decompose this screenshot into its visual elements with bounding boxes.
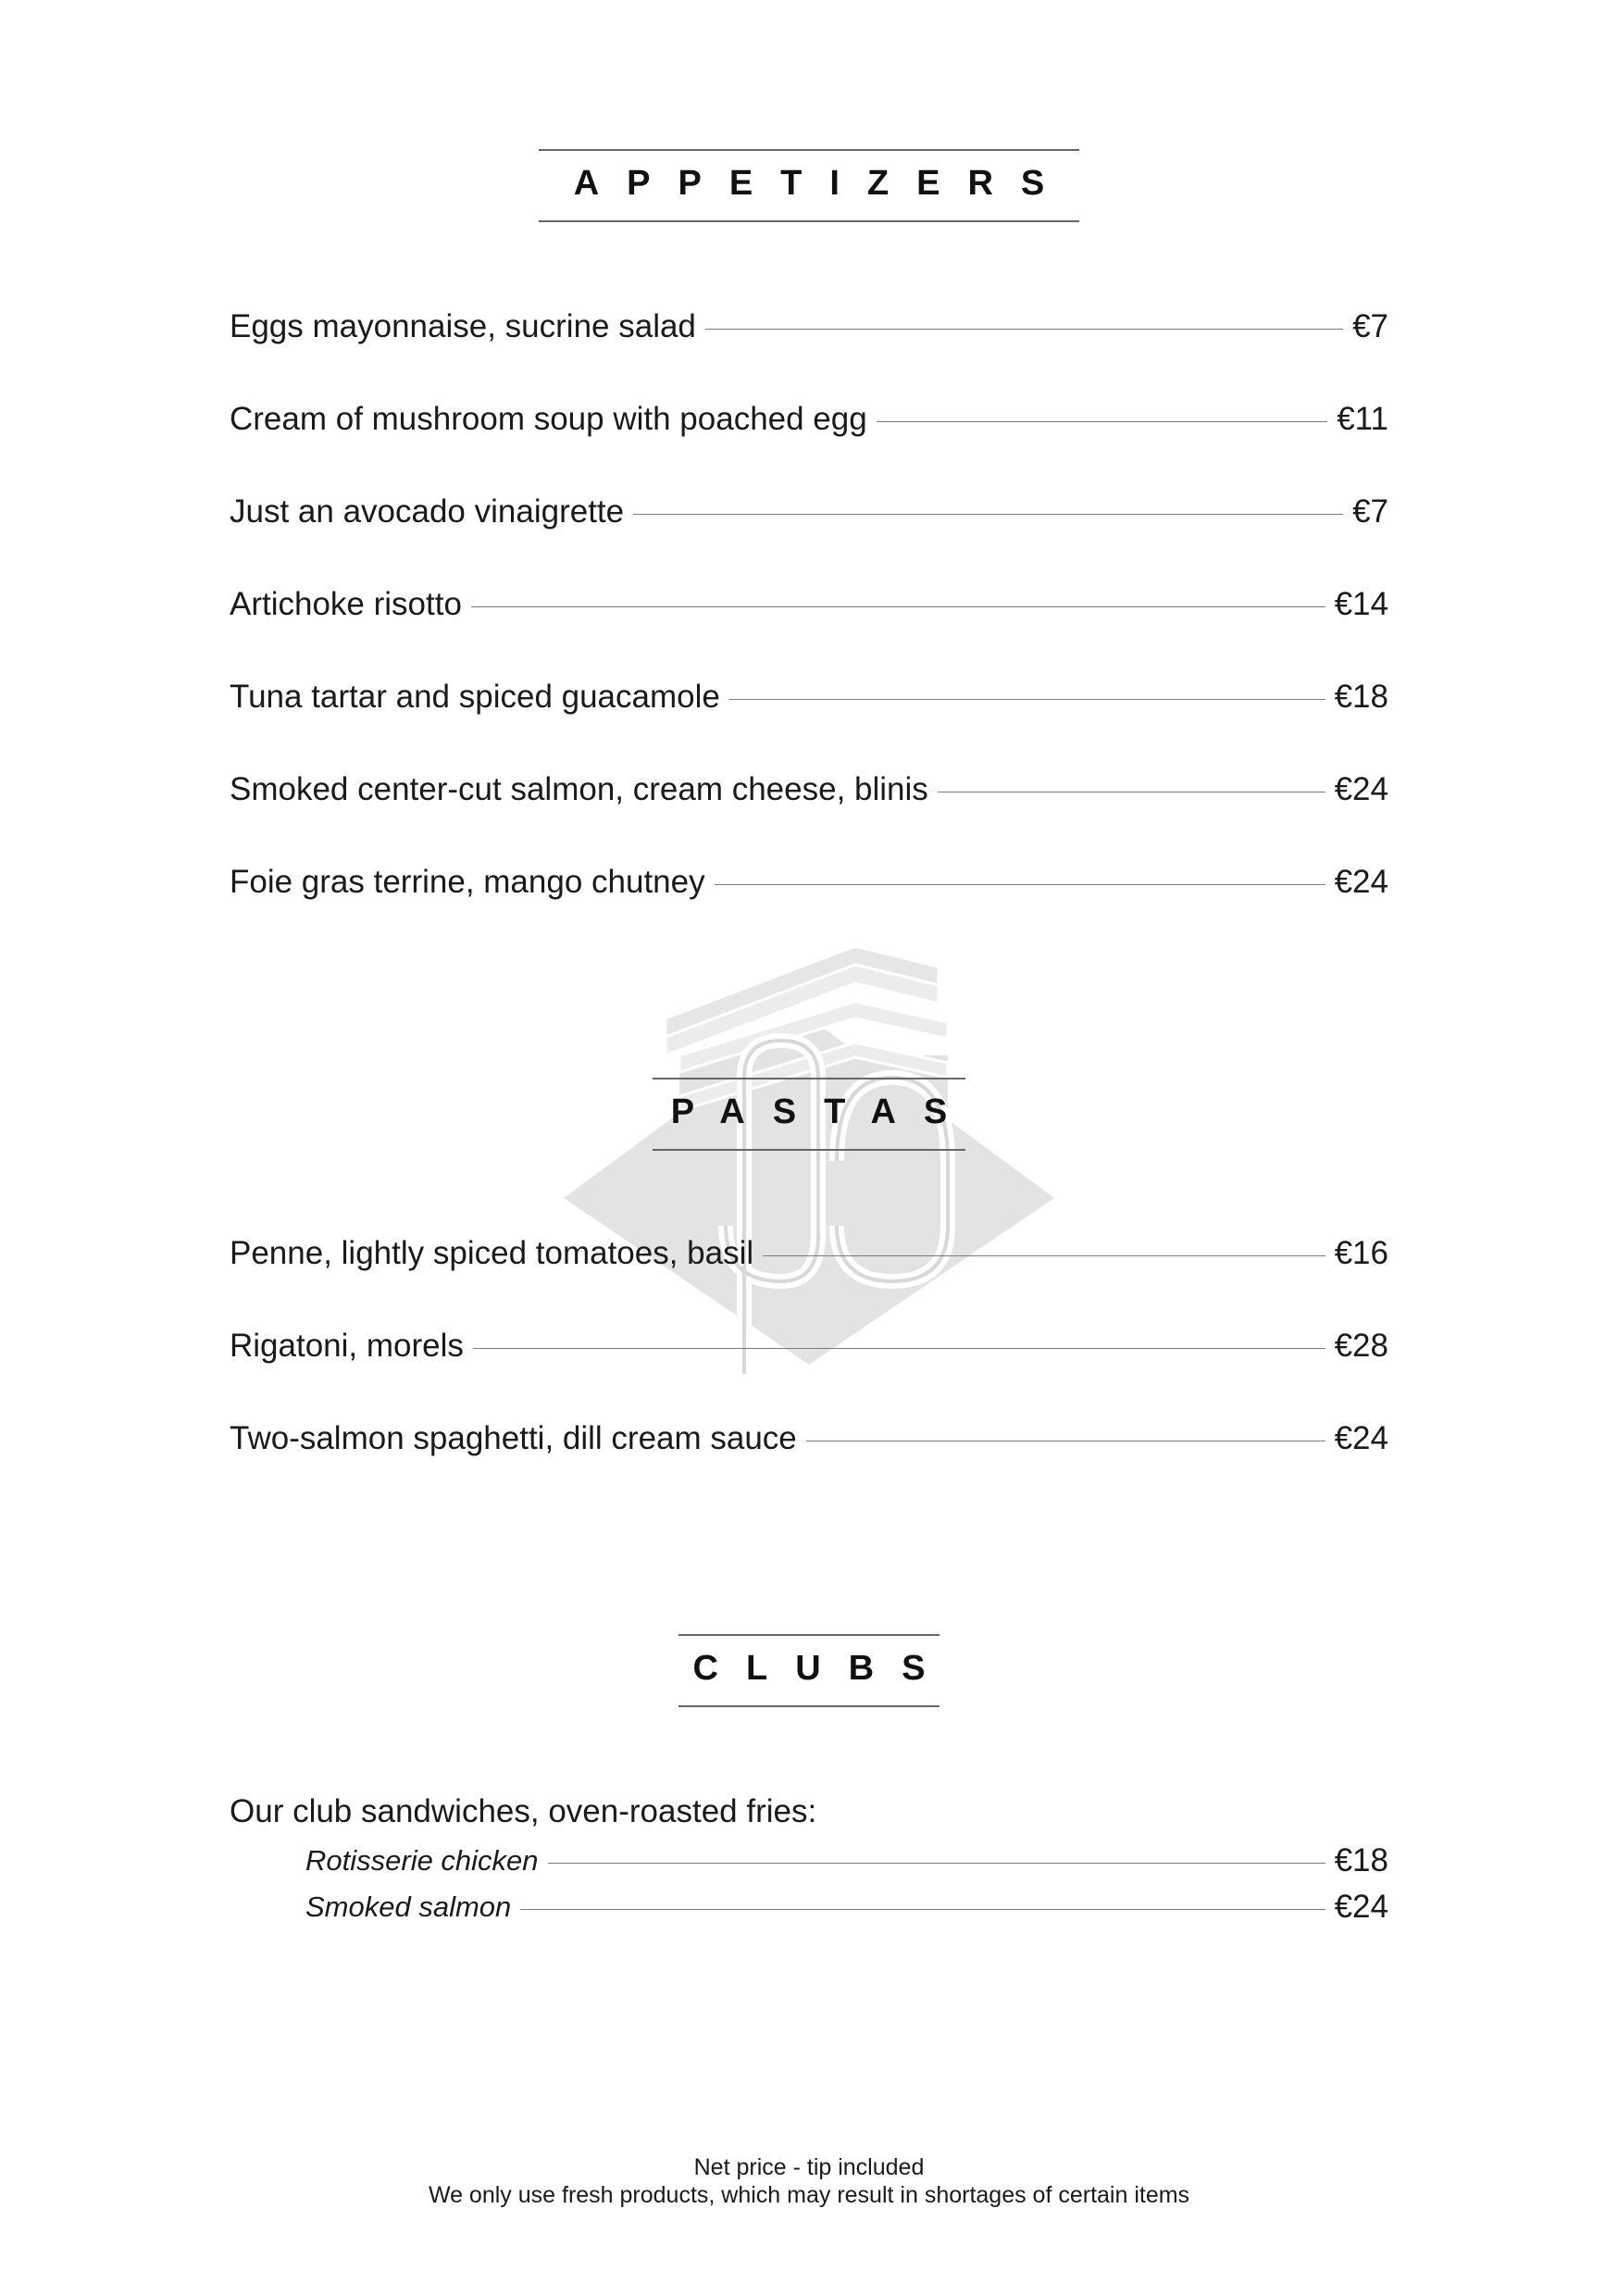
menu-item-name: Cream of mushroom soup with poached egg [230, 401, 867, 437]
clubs-heading-box [678, 1634, 953, 1707]
menu-item-price: €24 [1334, 1420, 1388, 1456]
menu-item [305, 1884, 1388, 1930]
menu-item-name: Eggs mayonnaise, sucrine salad [230, 308, 696, 344]
menu-item-price: €16 [1334, 1235, 1388, 1271]
pastas-heading [0, 1078, 1618, 1151]
pastas-list [230, 1207, 1388, 1485]
menu-item [305, 1838, 1388, 1884]
dotted-leader [471, 606, 1326, 607]
appetizers-title: APPETIZERS [573, 164, 1073, 203]
clubs-list [305, 1838, 1388, 1930]
menu-item [230, 373, 1388, 466]
pastas-heading-box [653, 1078, 976, 1151]
menu-item-name: Artichoke risotto [230, 586, 462, 622]
dotted-leader [715, 884, 1326, 885]
menu-item-name: Two-salmon spaghetti, dill cream sauce [230, 1420, 797, 1456]
menu-item-price: €18 [1334, 679, 1388, 715]
dotted-leader [520, 1909, 1325, 1910]
footer-line-price-note: Net price - tip included [693, 2154, 925, 2180]
footer-line-fresh-note: We only use fresh products, which may result in shortages of certain items [428, 2182, 1190, 2208]
menu-item-name: Just an avocado vinaigrette [230, 493, 625, 530]
menu-item [230, 651, 1388, 743]
menu-item [230, 281, 1388, 373]
menu-item [230, 743, 1388, 836]
menu-item-price: €24 [1334, 771, 1388, 807]
clubs-intro: Our club sandwiches, oven-roasted fries: [230, 1793, 817, 1829]
clubs-title: CLUBS [692, 1649, 953, 1688]
menu-item [230, 836, 1388, 929]
dotted-leader [763, 1255, 1325, 1256]
clubs-heading [0, 1634, 1618, 1707]
menu-item-price: €24 [1334, 864, 1388, 900]
dotted-leader [729, 699, 1326, 700]
menu-item-price: €18 [1334, 1842, 1388, 1878]
menu-item-name: Rotisserie chicken [305, 1844, 539, 1877]
menu-item-price: €7 [1352, 493, 1388, 530]
pastas-title: PASTAS [670, 1092, 976, 1131]
menu-item-name: Smoked center-cut salmon, cream cheese, blinis [230, 771, 928, 807]
dotted-leader [705, 329, 1343, 330]
menu-item-price: €11 [1337, 401, 1388, 437]
menu-item-name: Smoked salmon [305, 1890, 512, 1923]
menu-item-name: Rigatoni, morels [230, 1328, 464, 1364]
dotted-leader [473, 1348, 1326, 1349]
dotted-leader [548, 1863, 1326, 1864]
menu-item [230, 466, 1388, 558]
menu-item-name: Tuna tartar and spiced guacamole [230, 679, 720, 715]
menu-item [230, 558, 1388, 651]
menu-item [230, 1207, 1388, 1300]
menu-item-price: €7 [1352, 308, 1388, 344]
menu-item-price: €24 [1334, 1889, 1388, 1925]
menu-item-price: €28 [1334, 1328, 1388, 1364]
dotted-leader [877, 421, 1327, 422]
footer [0, 2153, 1618, 2209]
menu-item-price: €14 [1334, 586, 1388, 622]
menu-item-name: Penne, lightly spiced tomatoes, basil [230, 1235, 754, 1271]
dotted-leader [633, 514, 1343, 515]
menu-item [230, 1300, 1388, 1392]
appetizers-list [230, 281, 1388, 929]
menu-item [230, 1392, 1388, 1485]
appetizers-heading [0, 149, 1618, 222]
menu-item-name: Foie gras terrine, mango chutney [230, 864, 705, 900]
appetizers-heading-box [539, 149, 1079, 222]
